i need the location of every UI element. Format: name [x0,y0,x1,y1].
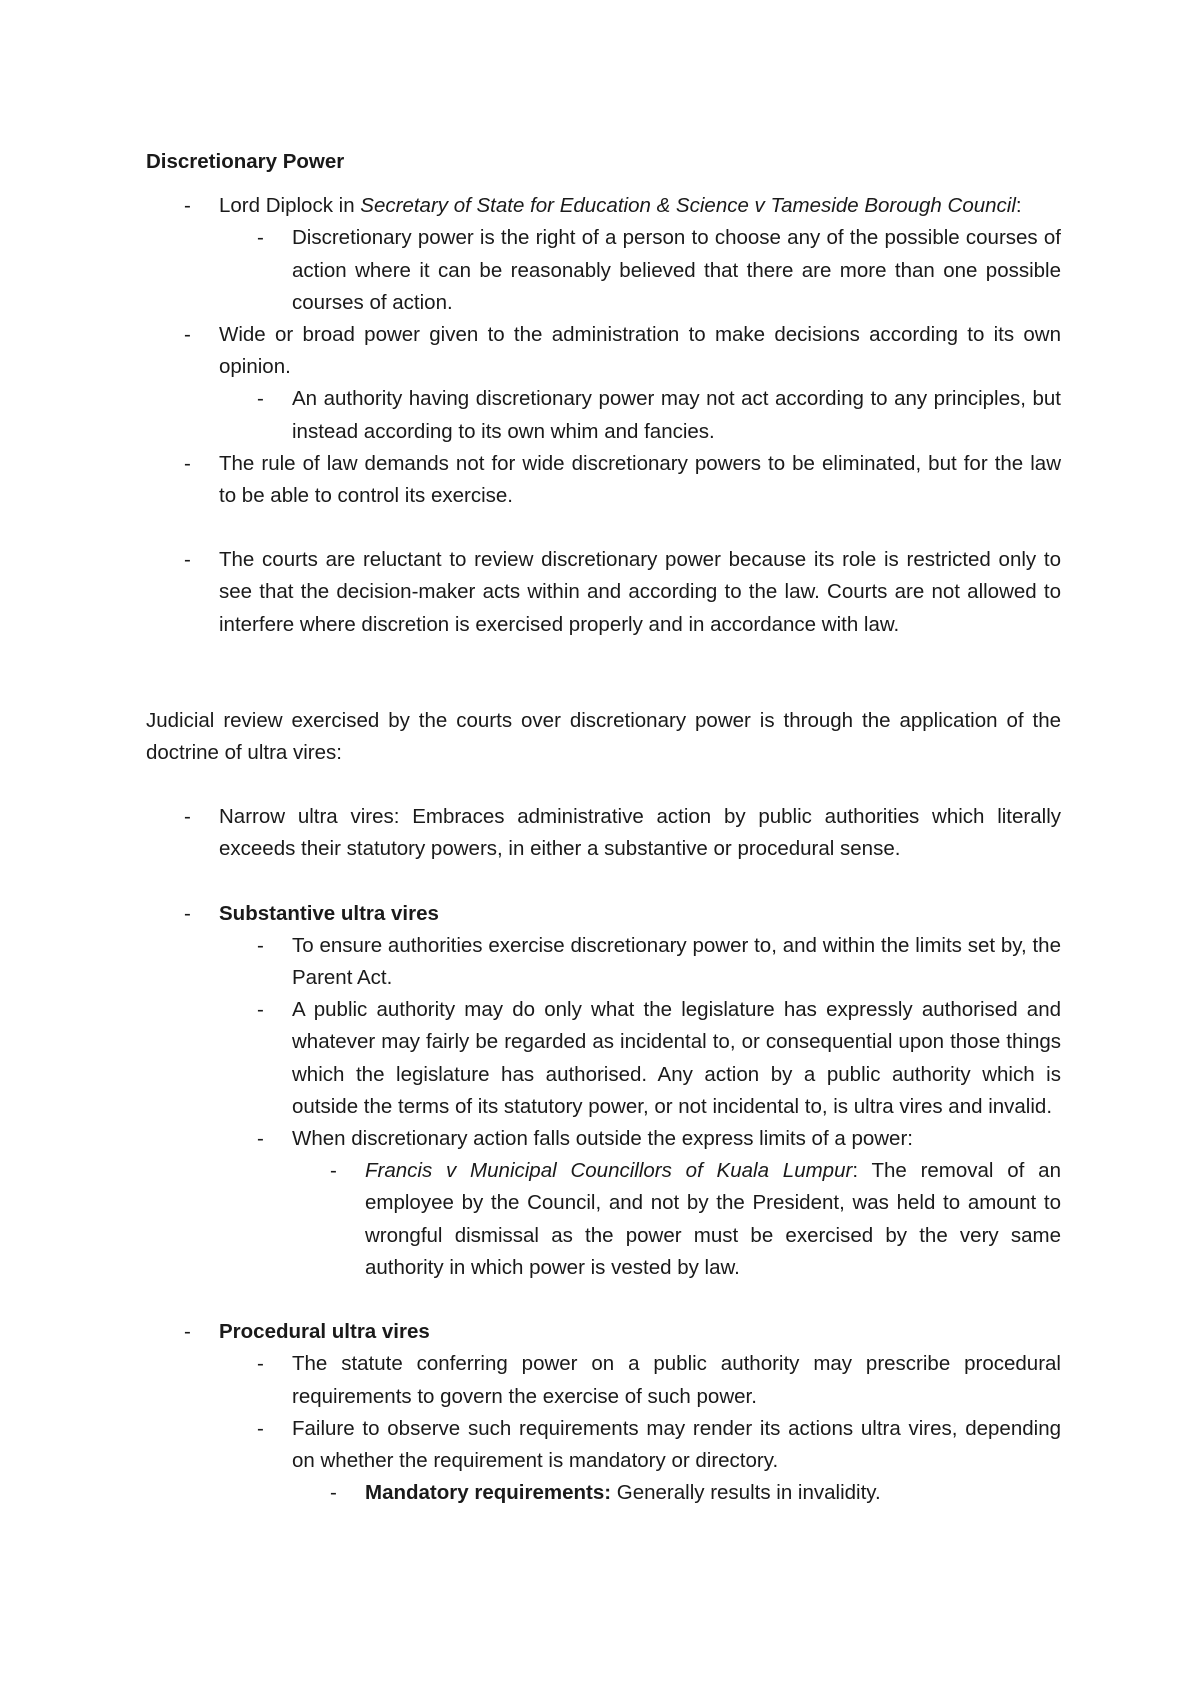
bullet-dash: - [184,805,191,829]
list-item [146,544,1061,641]
bullet-dash: - [184,451,191,475]
list-item-text: : The removal of an employee by the Council, and not by the President, was held to amount to wrongful dismissal as the power must be exercised by the very same authority in which power is vested by law. [365,1159,1061,1279]
diplock-suffix: : [1015,194,1022,218]
list-item [146,190,1061,222]
list-item-text: The rule of law demands not for wide discretionary powers to be eliminated, but for the law to be able to control its exercise. [219,451,1061,508]
case-citation: Francis v Municipal Councillors of Kuala Lumpur [365,1159,853,1183]
list-item [146,1123,1061,1155]
list-item-text: A public authority may do only what the legislature has expressly authorised and whatever may fairly be regarded as incidental to, or consequential upon those things which the legislature has authorised. Any action by a public authority which is outside the terms of its statutory power, or not incidental to, is ultra vires and invalid. [292,998,1061,1118]
bullet-dash: - [257,1127,264,1151]
list-item [146,1316,1061,1348]
bullet-dash: - [257,387,264,411]
list-item-text: An authority having discretionary power may not act according to any principles, but instead according to its own whim and fancies. [292,387,1061,443]
list-item-text: Generally results in invalidity. [611,1481,881,1505]
list-item [146,222,1061,319]
list-item-text: To ensure authorities exercise discretionary power to, and within the limits set by, the Parent Act. [292,933,1061,990]
bullet-dash: - [184,1320,191,1344]
spacer [146,1284,1061,1316]
list-item [146,383,1061,447]
list-item [146,1348,1061,1412]
list-item-text: Failure to observe such requirements may render its actions ultra vires, depending on whether the requirement is mandatory or directory. [292,1416,1061,1472]
bullet-dash: - [184,548,191,572]
section-heading-procedural: Procedural ultra vires [219,1320,430,1344]
section-heading-substantive: Substantive ultra vires [219,901,439,925]
list-item [146,1155,1061,1284]
spacer [146,673,1061,705]
list-item [146,319,1061,383]
bullet-dash: - [330,1159,337,1183]
spacer [146,769,1061,801]
list-item [146,898,1061,930]
bullet-dash: - [184,323,191,347]
list-item-text: Narrow ultra vires: Embraces administrative action by public authorities which literally exceeds their statutory powers, in either a substantive or procedural sense. [219,805,1061,861]
list-item-text: Discretionary power is the right of a person to choose any of the possible courses of action where it can be reasonably believed that there are more than one possible courses of action. [292,226,1061,314]
bullet-dash: - [257,226,264,250]
judicial-review-paragraph: Judicial review exercised by the courts over discretionary power is through the application of the doctrine of ultra vires: [146,708,1061,765]
bullet-dash: - [257,1416,264,1440]
list-item [146,1413,1061,1477]
spacer [146,641,1061,673]
list-item [146,448,1061,512]
list-item-text: The courts are reluctant to review discretionary power because its role is restricted only to see that the decision-maker acts within and according to the law. Courts are not allowed to interfere where discretion is exercised properly and in accordance with law. [219,548,1061,636]
diplock-prefix: Lord Diplock in [219,194,361,218]
list-item [146,930,1061,994]
spacer [146,512,1061,544]
bullet-dash: - [257,933,264,957]
list-item-text: Wide or broad power given to the administration to make decisions according to its own opinion. [219,323,1061,379]
document-page [146,146,1061,1509]
spacer [146,866,1061,898]
bullet-dash: - [184,194,191,218]
bullet-dash: - [257,1352,264,1376]
mandatory-label: Mandatory requirements: [365,1481,612,1505]
list-item-text: The statute conferring power on a public authority may prescribe procedural requirements to govern the exercise of such power. [292,1352,1061,1408]
case-citation: Secretary of State for Education & Science v Tameside Borough Council [360,194,1016,218]
list-item [146,994,1061,1123]
list-item [146,801,1061,865]
bullet-dash: - [330,1481,337,1505]
list-item [146,1477,1061,1509]
list-item-text: When discretionary action falls outside the express limits of a power: [292,1127,913,1151]
bullet-dash: - [184,901,191,925]
bullet-dash: - [257,998,264,1022]
page-title: Discretionary Power [146,150,345,173]
